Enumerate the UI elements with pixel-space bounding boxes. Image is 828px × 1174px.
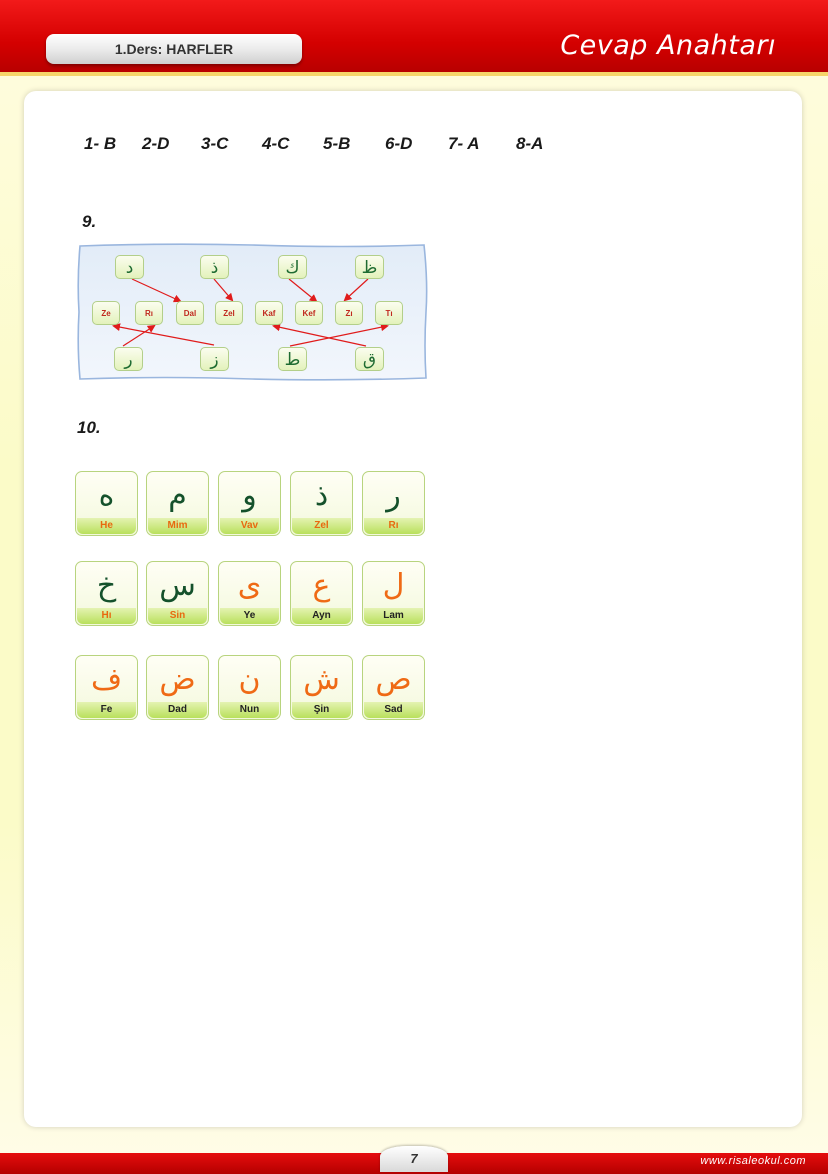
letter-chip-zel: ذ (200, 255, 229, 279)
page-title: Cevap Anahtarı (560, 30, 776, 61)
answer-6: 6-D (385, 134, 413, 153)
letter-glyph: ع (312, 568, 331, 603)
letter-glyph: م (168, 478, 187, 513)
letter-name: Sad (364, 702, 423, 718)
letter-glyph: ى (237, 568, 262, 603)
letter-glyph: س (159, 568, 196, 603)
letter-glyph: و (242, 478, 257, 513)
letter-glyph: ر (386, 478, 401, 513)
name-chip-ti: Tı (375, 301, 403, 325)
letter-tile (75, 561, 138, 626)
answer-4: 4-C (262, 134, 290, 153)
letter-name: Ye (220, 608, 279, 624)
matching-exercise (74, 242, 430, 382)
letter-name: Nun (220, 702, 279, 718)
letter-glyph: ش (303, 662, 340, 697)
header-accent-line (0, 72, 828, 76)
letter-glyph: ن (238, 662, 261, 697)
letter-tile (362, 655, 425, 720)
letter-tile (290, 561, 353, 626)
letter-name: Fe (77, 702, 136, 718)
letter-tile (146, 471, 209, 536)
letter-name: Dad (148, 702, 207, 718)
answer-3: 3-C (201, 134, 229, 153)
letter-tile (218, 561, 281, 626)
letter-chip-zi: ظ (355, 255, 384, 279)
letter-glyph: ص (375, 662, 412, 697)
letter-glyph: ل (382, 568, 405, 603)
name-chip-kaf: Kaf (255, 301, 283, 325)
name-chip-kef: Kef (295, 301, 323, 325)
letter-name: Ayn (292, 608, 351, 624)
question-9-number: 9. (82, 212, 97, 231)
letter-tile (290, 471, 353, 536)
letter-tile (218, 471, 281, 536)
site-url: www.risaleokul.com (700, 1155, 806, 1167)
letter-chip-ze: ز (200, 347, 229, 371)
letter-chip-dal: د (115, 255, 144, 279)
letter-name: Hı (77, 608, 136, 624)
letter-name: Vav (220, 518, 279, 534)
question-10-number: 10. (77, 418, 101, 437)
letter-tile (290, 655, 353, 720)
answer-8: 8-A (516, 134, 544, 153)
name-chip-dal: Dal (176, 301, 204, 325)
letter-name: Rı (364, 518, 423, 534)
letter-glyph: ف (90, 662, 123, 697)
letter-glyph: ه (98, 478, 115, 513)
letter-chip-kef: ك (278, 255, 307, 279)
name-chip-ri: Rı (135, 301, 163, 325)
answer-5: 5-B (323, 134, 351, 153)
letter-name: Mim (148, 518, 207, 534)
letter-tile (146, 561, 209, 626)
answer-7: 7- A (448, 134, 480, 153)
letter-chip-ti: ط (278, 347, 307, 371)
letter-chip-ri: ر (114, 347, 143, 371)
letter-tile (362, 471, 425, 536)
letter-name: Şin (292, 702, 351, 718)
letter-name: Lam (364, 608, 423, 624)
name-chip-zel: Zel (215, 301, 243, 325)
letter-chip-kaf: ق (355, 347, 384, 371)
letter-tile (75, 471, 138, 536)
answer-1: 1- B (84, 134, 117, 153)
page-number: 7 (380, 1146, 448, 1172)
letter-name: Sin (148, 608, 207, 624)
letter-glyph: ذ (314, 478, 329, 513)
letter-name: He (77, 518, 136, 534)
name-chip-ze: Ze (92, 301, 120, 325)
answer-2: 2-D (142, 134, 170, 153)
letter-glyph: ض (159, 662, 196, 697)
name-chip-zi: Zı (335, 301, 363, 325)
letter-tile (218, 655, 281, 720)
letter-name: Zel (292, 518, 351, 534)
letter-glyph: خ (96, 568, 117, 603)
lesson-title: 1.Ders: HARFLER (46, 34, 302, 64)
letter-tile (146, 655, 209, 720)
letter-tile (362, 561, 425, 626)
letter-tile (75, 655, 138, 720)
